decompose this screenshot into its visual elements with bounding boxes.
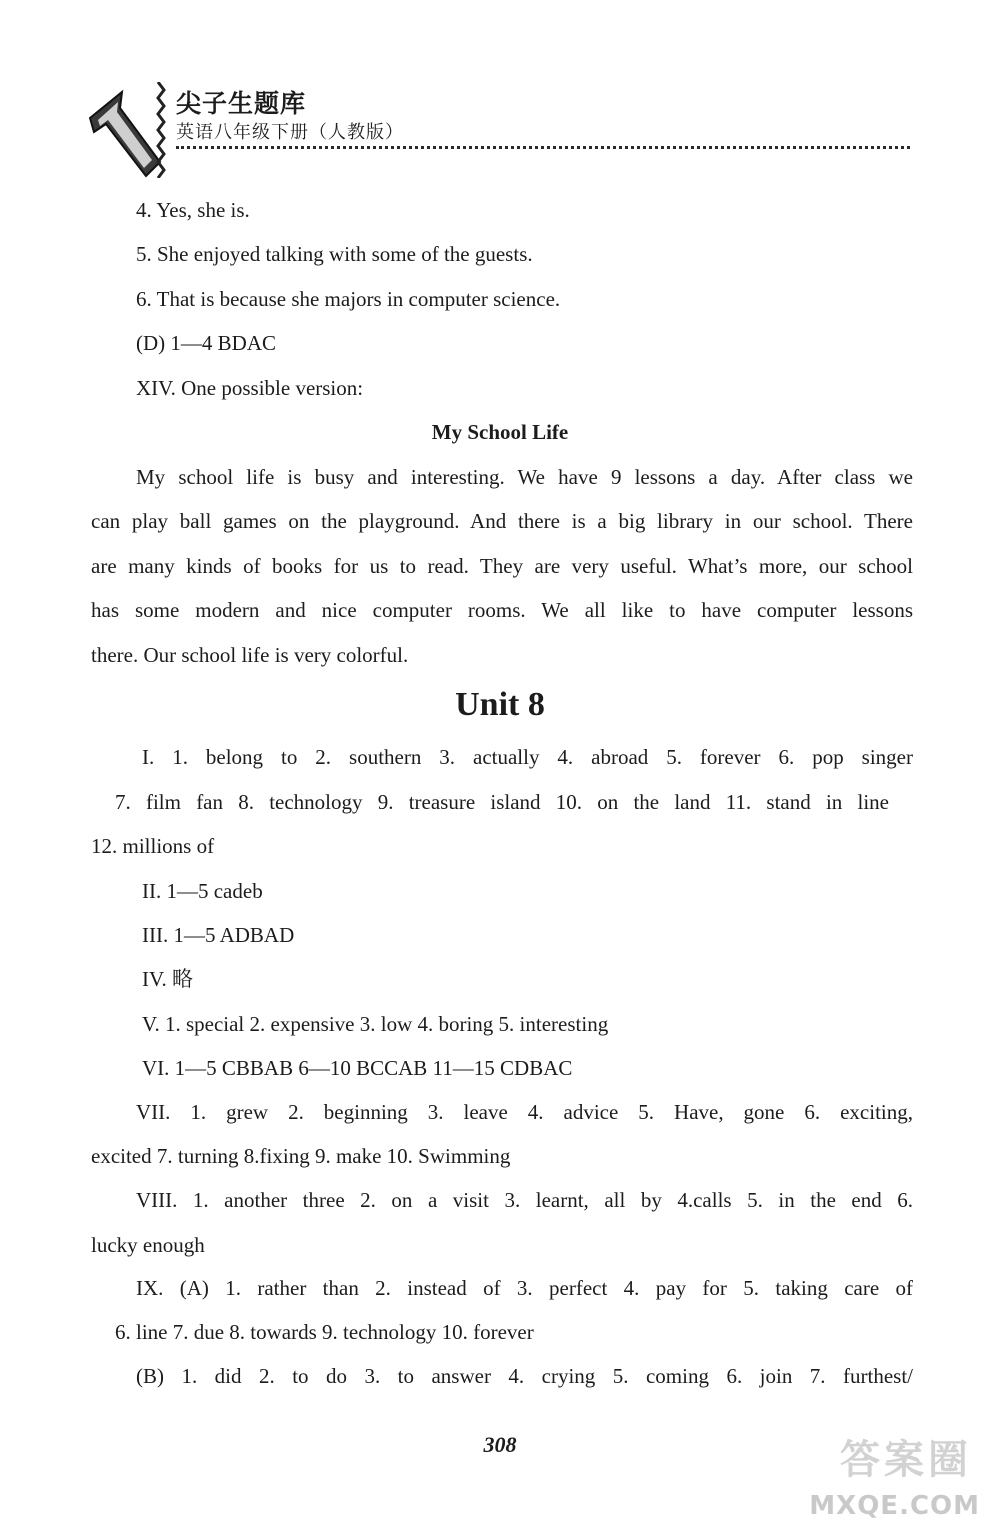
answer-line: (D) 1—4 BDAC — [136, 331, 276, 355]
watermark-site: MXQE.COM — [809, 1491, 980, 1521]
answer-line: 12. millions of — [91, 834, 215, 858]
essay-line: My school life is busy and interesting. We have 9 lessons a day. After class we — [136, 465, 913, 489]
answer-line: VIII. 1. another three 2. on a visit 3. learnt, all by 4.calls 5. in the end 6. — [136, 1188, 913, 1212]
essay-line: can play ball games on the playground. And there is a big library in our school. There — [91, 509, 913, 533]
unit-title: Unit 8 — [455, 686, 545, 723]
answer-line: V. 1. special 2. expensive 3. low 4. boring 5. interesting — [142, 1012, 609, 1036]
watermark-chars: 答案圈 — [840, 1437, 972, 1483]
answer-line: II. 1—5 cadeb — [142, 879, 263, 903]
book-subtitle: 英语八年级下册（人教版） — [176, 122, 404, 143]
answer-line: IV. 略 — [142, 967, 193, 991]
answer-line: lucky enough — [91, 1233, 205, 1257]
essay-line: has some modern and nice computer rooms. We all like to have computer lessons — [91, 598, 913, 622]
answer-line: VI. 1—5 CBBAB 6—10 BCCAB 11—15 CDBAC — [142, 1056, 573, 1080]
answer-line: excited 7. turning 8.fixing 9. make 10. Swimming — [91, 1144, 511, 1168]
series-title: 尖子生题库 — [176, 89, 307, 118]
answer-line: 7. film fan 8. technology 9. treasure island 10. on the land 11. stand in line — [115, 790, 889, 814]
answer-line: 4. Yes, she is. — [136, 198, 250, 222]
page-header — [0, 0, 1000, 180]
answer-line: 5. She enjoyed talking with some of the guests. — [136, 242, 533, 266]
watermark-logo — [802, 1437, 992, 1527]
essay-line: are many kinds of books for us to read. They are very useful. What’s more, our school — [91, 554, 913, 578]
answer-line: IX. (A) 1. rather than 2. instead of 3. perfect 4. pay for 5. taking care of — [136, 1276, 913, 1300]
answer-line: VII. 1. grew 2. beginning 3. leave 4. advice 5. Have, gone 6. exciting, — [136, 1100, 913, 1124]
zigzag-divider-icon — [154, 82, 168, 178]
answer-line: 6. That is because she majors in computer science. — [136, 287, 561, 311]
dotted-rule — [176, 146, 910, 149]
essay-line: there. Our school life is very colorful. — [91, 643, 409, 667]
answer-line: XIV. One possible version: — [136, 376, 364, 400]
answer-line: I. 1. belong to 2. southern 3. actually 4. abroad 5. forever 6. pop singer — [142, 745, 913, 769]
answer-line: III. 1—5 ADBAD — [142, 923, 295, 947]
answer-line: 6. line 7. due 8. towards 9. technology 10. forever — [115, 1320, 534, 1344]
page-number: 308 — [483, 1432, 517, 1457]
answer-line: (B) 1. did 2. to do 3. to answer 4. crying 5. coming 6. join 7. furthest/ — [136, 1364, 913, 1388]
essay-title: My School Life — [431, 420, 569, 444]
